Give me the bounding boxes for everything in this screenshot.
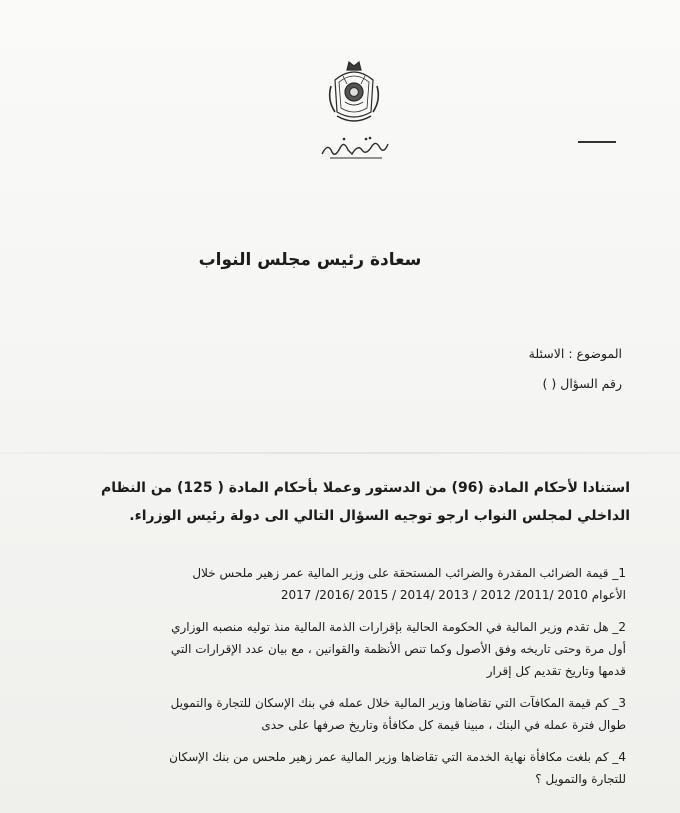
question-line: أول مرة وحتى تاريخه وفق الأصول وكما تنص الأنظمة والقوانين ، مع بيان عدد الإقرارات التي bbox=[170, 642, 626, 656]
question-item bbox=[70, 746, 626, 790]
question-line: قدمها وتاريخ تقديم كل إقرار bbox=[486, 664, 626, 678]
margin-dash bbox=[578, 141, 616, 143]
question-item bbox=[70, 562, 626, 606]
intro-line: استنادا لأحكام المادة (96) من الدستور وعملا بأحكام المادة ( 125) من النظام bbox=[101, 480, 630, 496]
question-item bbox=[70, 692, 626, 736]
question-line: 2_ هل تقدم وزير المالية في الحكومة الحالية بإقرارات الذمة المالية منذ توليه منصبه الوزاري bbox=[171, 620, 626, 634]
intro-line: الداخلي لمجلس النواب ارجو توجيه السؤال التالي الى دولة رئيس الوزراء. bbox=[129, 508, 630, 524]
question-line: 1_ قيمة الضرائب المقدرة والضرائب المستحقة على وزير المالية عمر زهير ملحس خلال bbox=[192, 566, 626, 580]
question-item bbox=[70, 616, 626, 682]
addressee-heading: سعادة رئيس مجلس النواب bbox=[198, 250, 422, 270]
paper-fold-line bbox=[0, 452, 680, 454]
question-line: طوال فترة عمله في البنك ، مبينا قيمة كل مكافأة وتاريخ صرفها على حدى bbox=[261, 718, 626, 732]
intro-paragraph bbox=[70, 474, 630, 530]
question-line: 3_ كم قيمة المكافآت التي تقاضاها وزير المالية خلال عمله في بنك الإسكان للتجارة والتمويل bbox=[170, 696, 626, 710]
coat-of-arms-icon bbox=[325, 56, 383, 126]
parliament-signature bbox=[318, 132, 392, 162]
question-line: للتجارة والتمويل ؟ bbox=[535, 772, 626, 786]
subject-line: الموضوع : الاسئلة bbox=[528, 346, 622, 361]
questions-list bbox=[70, 562, 626, 800]
question-number-line: رقم السؤال ( ) bbox=[542, 376, 622, 391]
question-line: 4_ كم بلغت مكافأة نهاية الخدمة التي تقاضاها وزير المالية عمر زهير ملحس من بنك الإسكان bbox=[169, 750, 626, 764]
question-line: الأعوام 2010 /2011/ 2012 / 2013 /2014 / 2015 /2016/ 2017 bbox=[280, 588, 626, 602]
